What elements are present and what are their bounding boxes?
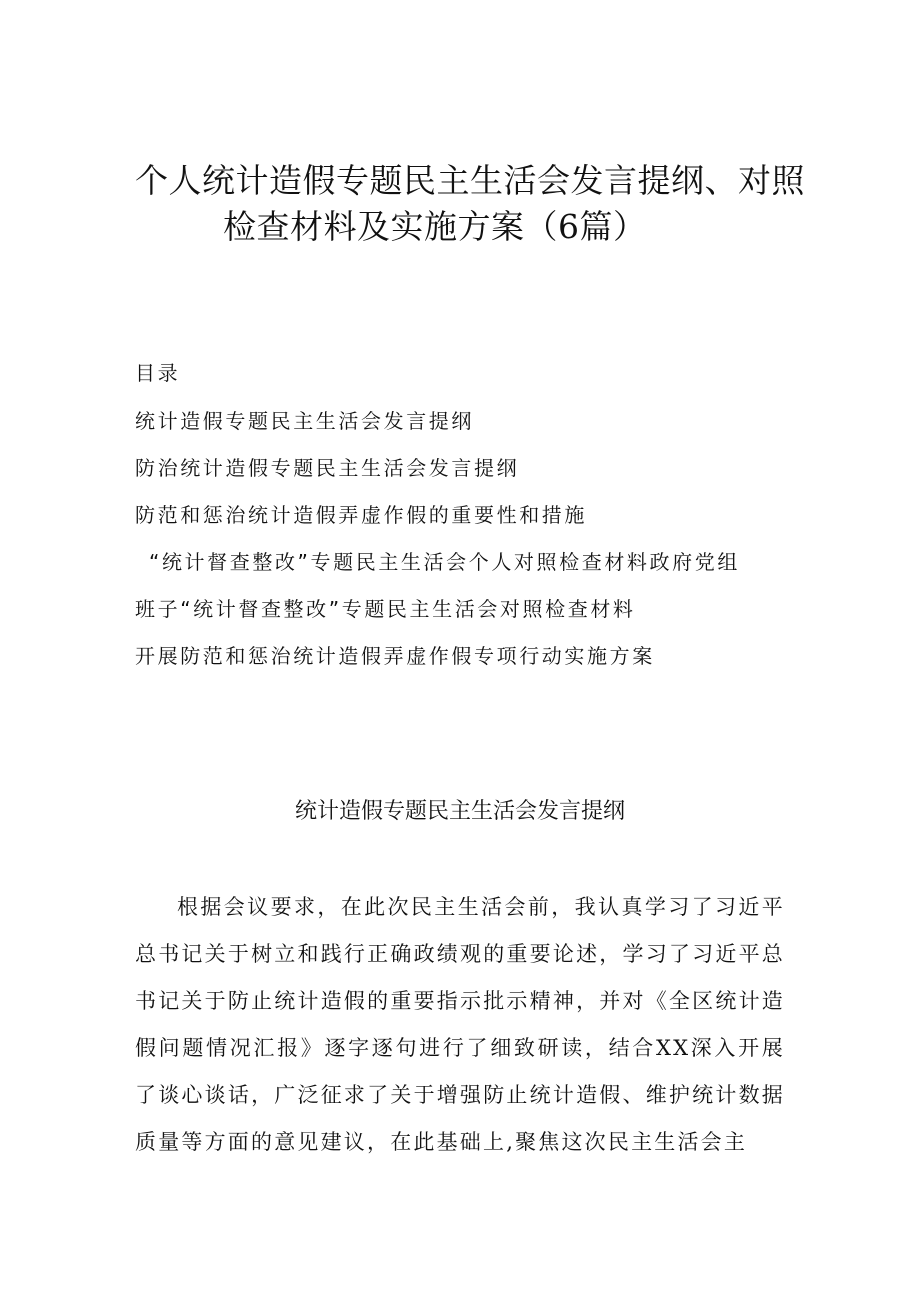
toc-item: 统计造假专题民主生活会发言提纲 — [135, 409, 474, 433]
body-text — [135, 884, 785, 1166]
toc-item: 开展防范和惩治统计造假弄虚作假专项行动实施方案 — [135, 644, 655, 668]
toc-list — [135, 406, 815, 671]
section-title: 统计造假专题民主生活会发言提纲 — [294, 799, 625, 824]
document-title — [80, 158, 840, 250]
toc-item: 班子“统计督查整改”专题民主生活会对照检查材料 — [135, 597, 636, 621]
toc-item: 防范和惩治统计造假弄虚作假的重要性和措施 — [135, 503, 587, 527]
table-of-contents — [135, 358, 815, 688]
body-paragraph: 根据会议要求，在此次民主生活会前，我认真学习了习近平总书记关于树立和践行正确政绩观的重要论述，学习了习近平总书记关于防止统计造假的重要指示批示精神，并对《全区统计造假问题情况汇报》逐字逐句进行了细致研读，结合XX深入开展了谈心谈话，广泛征求了关于增强防止统计造假、维护统计数据质量等方面的意见建议，在此基础上,聚焦这次民主生活会主 — [135, 895, 785, 1154]
toc-item: “统计督查整改”专题民主生活会个人对照检查材料政府党组 — [149, 550, 740, 574]
toc-item: 防治统计造假专题民主生活会发言提纲 — [135, 456, 520, 480]
document-title-line-2: 检查材料及实施方案（6篇） — [223, 207, 647, 246]
document-title-line-1: 个人统计造假专题民主生活会发言提纲、对照 — [135, 161, 805, 200]
toc-heading: 目录 — [135, 361, 181, 385]
